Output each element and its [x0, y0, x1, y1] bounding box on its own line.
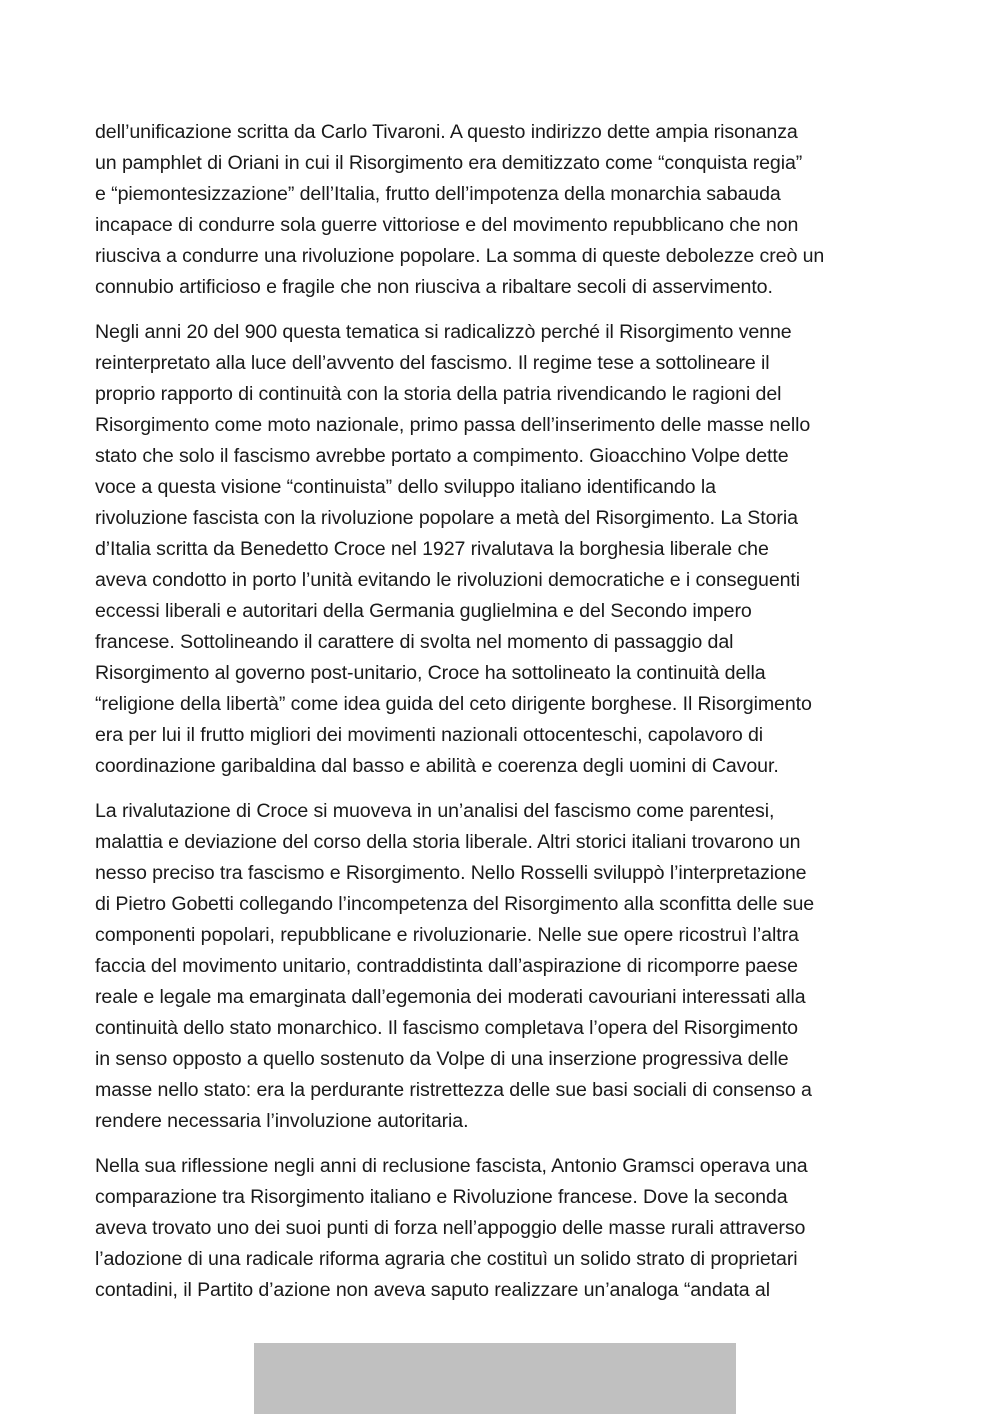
paragraph-2: Negli anni 20 del 900 questa tematica si radicalizzò perché il Risorgimento venne reinterpretato alla luce dell’avvento del fascismo. Il regime tese a sottolineare il proprio rapporto di continuità con la storia della patria rivendicando le ragioni del Risorgimento come moto nazionale, primo passa dell’inserimento delle masse nello stato che solo il fascismo avrebbe portato a compimento. Gioacchino Volpe dette voce a questa visione “continuista” dello sviluppo italiano identificando la rivoluzione fascista con la rivoluzione popolare a metà del Risorgimento. La Storia d’Italia scritta da Benedetto Croce nel 1927 rivalutava la borghesia liberale che aveva condotto in porto l’unità evitando le rivoluzioni democratiche e i conseguenti eccessi liberali e autoritari della Germania guglielmina e del Secondo impero francese. Sottolineando il carattere di svolta nel momento di passaggio dal Risorgimento al governo post-unitario, Croce ha sottolineato la continuità della “religione della libertà” come idea guida del ceto dirigente borghese. Il Risorgimento era per lui il frutto migliori dei movimenti nazionali ottocenteschi, capolavoro di coordinazione garibaldina dal basso e abilità e coerenza degli uomini di Cavour.: [95, 321, 812, 777]
paragraph-3: La rivalutazione di Croce si muoveva in un’analisi del fascismo come parentesi, malattia e deviazione del corso della storia liberale. Altri storici italiani trovarono un nesso preciso tra fascismo e Risorgimento. Nello Rosselli sviluppò l’interpretazione di Pietro Gobetti collegando l’incompetenza del Risorgimento alla sconfitta delle sue componenti popolari, repubblicane e rivoluzionarie. Nelle sue opere ricostruì l’altra faccia del movimento unitario, contraddistinta dall’aspirazione di ricomporre paese reale e legale ma emarginata dall’egemonia dei moderati cavouriani interessati alla continuità dello stato monarchico. Il fascismo completava l’opera del Risorgimento in senso opposto a quello sostenuto da Volpe di una inserzione progressiva delle masse nello stato: era la perdurante ristrettezza delle sue basi sociali di consenso a rendere necessaria l’involuzione autoritaria.: [95, 800, 815, 1132]
paragraph-1: dell’unificazione scritta da Carlo Tivaroni. A questo indirizzo dette ampia risonanza un pamphlet di Oriani in cui il Risorgimento era demitizzato come “conquista regia” e “piemontesizzazione” dell’Italia, frutto dell’impotenza della monarchia sabauda incapace di condurre sola guerre vittoriose e del movimento repubblicano che non riusciva a condurre una rivoluzione popolare. La somma di queste debolezze creò un connubio artificioso e fragile che non riusciva a ribaltare secoli di asservimento.: [95, 121, 825, 298]
paragraph-4: Nella sua riflessione negli anni di reclusione fascista, Antonio Gramsci operava una comparazione tra Risorgimento italiano e Rivoluzione francese. Dove la seconda aveva trovato uno dei suoi punti di forza nell’appoggio delle masse rurali attraverso l’adozione di una radicale riforma agraria che costituì un solido strato di proprietari contadini, il Partito d’azione non aveva saputo realizzare un’analoga “andata al: [95, 1155, 808, 1301]
body-text: [95, 117, 905, 1320]
footer-placeholder-bar: [254, 1343, 736, 1414]
